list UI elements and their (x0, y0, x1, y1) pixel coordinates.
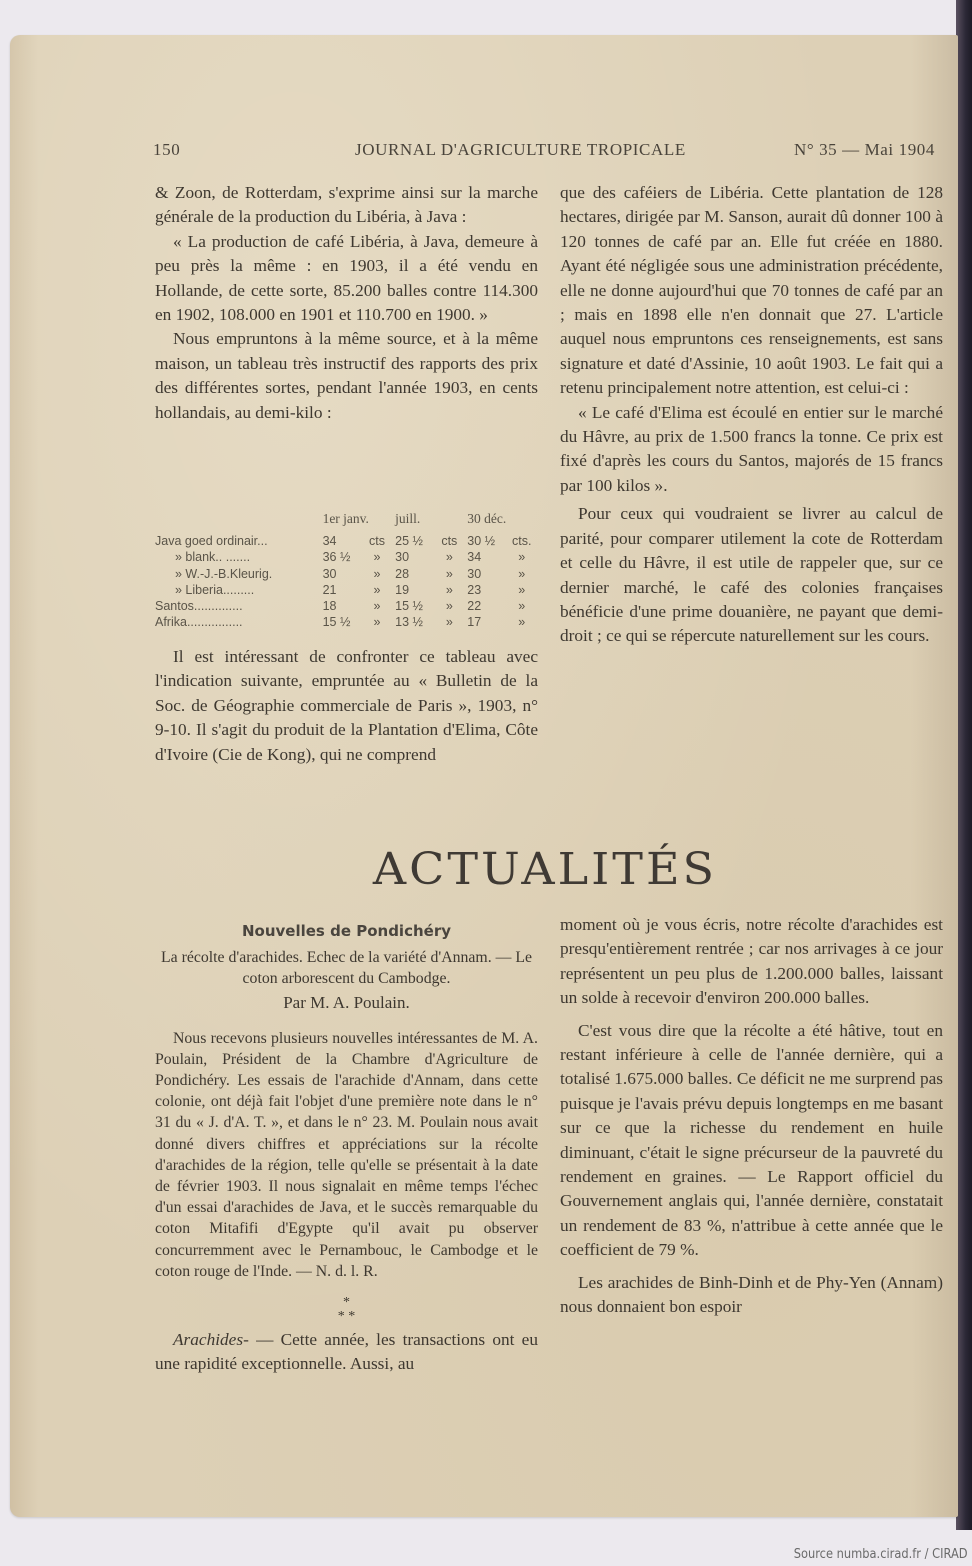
asterism-divider: * * * (337, 1295, 356, 1325)
table-row (155, 533, 540, 549)
cell-unit: » (373, 615, 381, 630)
cell-unit: » (373, 566, 381, 581)
table-header: juill. (395, 511, 421, 526)
issue-date: N° 35 — Mai 1904 (793, 140, 935, 159)
left-column-mid (155, 645, 538, 767)
row-label: » W.-J.-B.Kleurig. (175, 566, 273, 581)
cell-jan: 15 ½ (322, 615, 351, 630)
paragraph: Pour ceux qui voudraient se livrer au calcul de parité, pour comparer utilement la cote de Rotterdam et celle du Hâvre, il est utile de rappeler que, sur ce dernier marché, le café des colonies françaises bénéficie d'une prime douanière, ne payant que demi-droit ; ce qui se répercute naturellement sur les cours. (560, 504, 943, 646)
paragraph: Il est intéressant de confronter ce tableau avec l'indication suivante, empruntée au « Bulletin de la Soc. de Géographie commerciale de Paris », 1903, n° 9-10. Il s'agit du produit de la Plantation d'Elima, Côte d'Ivoire (Cie de Kong), qui ne comprend (155, 647, 538, 764)
cell-unit: » (445, 566, 453, 581)
cell-unit: » (373, 599, 381, 614)
table-header: 1er janv. (322, 511, 369, 526)
table-header-row (155, 511, 540, 533)
cell-unit: » (518, 566, 526, 581)
row-label: Santos.............. (155, 599, 243, 614)
cell-jan: 18 (322, 599, 337, 614)
article-intro: Nous recevons plusieurs nouvelles intéressantes de M. A. Poulain, Président de la Chambre d'Agriculture de Pondichéry. Les essais de l'arachide d'Annam, dans cette colonie, ont déjà fait l'objet d'une première note dans le n° 31 du « J. d'A. T. », et dans le n° 23. M. Poulain nous avait donné divers chiffres et appréciations sur la récolte d'arachides de la région, telle qu'elle se présentait à la date de février 1903. Il nous signalait en même temps l'échec d'un essai d'arachides de Java, et le succès remarquable du coton Mitafifi d'Egypte qu'il avait pu observer concurremment avec le Pernambouc, le Cambodge et le coton rouge de l'Inde. — N. d. l. R. (155, 1029, 538, 1280)
cell-unit: » (518, 582, 526, 597)
cell-jan: 30 (322, 566, 337, 581)
source-credit: Source numba.cirad.fr / CIRAD (794, 1547, 968, 1562)
cell-unit: cts (369, 534, 386, 549)
cell-jul: 15 ½ (395, 599, 423, 614)
table-header: 30 déc. (467, 511, 507, 526)
cell-unit: » (373, 550, 381, 565)
paragraph: C'est vous dire que la récolte a été hâtive, tout en restant inférieure à celle de l'année dernière, qui a totalisé 1.675.000 balles. Ce déficit ne me surprend pas puisque je l'avais prévu depuis longtemps en me basant sur ce que la richesse du rendement en huile diminuant, c'était le signe précurseur de la pauvreté du rendement en graines. — Le Rapport officiel du Gouvernement anglais qui, l'année dernière, constatait un rendement de 83 %, n'attribue à cette année que le coefficient de 79 %. (560, 1020, 943, 1260)
row-label: Java goed ordinair... (155, 534, 268, 549)
cell-unit: » (445, 582, 453, 597)
cell-unit: cts (441, 534, 458, 549)
cell-dec: 30 (467, 566, 482, 581)
cell-unit: cts. (512, 534, 532, 549)
cell-dec: 34 (467, 550, 482, 565)
cell-dec: 17 (467, 615, 482, 630)
quote-paragraph: « La production de café Libéria, à Java, demeure à peu près la même : en 1903, il a été vendu en Hollande, de cette sorte, 85.200 balles contre 114.300 en 1902, 108.000 en 1901 et 110.700 en 1900. » (155, 231, 538, 325)
cell-unit: » (518, 550, 526, 565)
paragraph: Nous empruntons à la même source, et à la même maison, un tableau très instructif des rapports des prix des différentes sortes, pendant l'année 1903, en cents hollandais, au demi-kilo : (155, 329, 538, 422)
article-byline: Par M. A. Poulain. (283, 993, 410, 1013)
row-label: » blank.. ....... (175, 550, 251, 565)
left-column-top (155, 181, 538, 425)
cell-jan: 34 (322, 534, 337, 549)
row-label: » Liberia......... (175, 582, 255, 597)
cell-dec: 23 (467, 582, 482, 597)
cell-unit: » (445, 550, 453, 565)
book-binding (956, 0, 972, 1530)
article-description: La récolte d'arachides. Echec de la variété d'Annam. — Le coton arborescent du Cambodge. (160, 949, 533, 988)
coffee-price-table (155, 511, 540, 630)
right-column-bottom (560, 913, 943, 1320)
paragraph: & Zoon, de Rotterdam, s'exprime ainsi sur la marche générale de la production du Libéria, à Java : (155, 183, 538, 227)
journal-title: JOURNAL D'AGRICULTURE TROPICALE (355, 140, 686, 159)
quote-paragraph: « Le café d'Elima est écoulé en entier sur le marché du Hâvre, au prix de 1.500 francs la tonne. Ce prix est fixé d'après les cours du Santos, majorés de 15 francs par 100 kilos ». (560, 402, 943, 495)
table-row (155, 598, 540, 614)
cell-unit: » (445, 615, 453, 630)
cell-jan: 36 ½ (322, 550, 351, 565)
table-row (155, 566, 540, 582)
article-title: Nouvelles de Pondichéry (241, 922, 451, 940)
run-in-heading: Arachides- (173, 1330, 249, 1350)
paragraph: moment où je vous écris, notre récolte d'arachides est presqu'entièrement rentrée ; car nos arrivages à ce jour représentent un peu plus de 1.200.000 balles, laissant un solde à recevoir d'environ 200.000 balles. (560, 915, 943, 1008)
cell-jul: 19 (395, 582, 410, 597)
cell-jan: 21 (322, 582, 337, 597)
table-header (155, 511, 323, 533)
row-label: Afrika................ (155, 615, 243, 630)
cell-unit: » (445, 599, 453, 614)
paragraph: Les arachides de Binh-Dinh et de Phy-Yen (Annam) nous donnaient bon espoir (560, 1272, 943, 1317)
cell-dec: 30 ½ (467, 534, 496, 549)
page-number: 150 (153, 140, 181, 159)
table-row (155, 614, 540, 630)
right-column-top (560, 181, 943, 649)
cell-unit: » (518, 599, 526, 614)
cell-jul: 28 (395, 566, 410, 581)
cell-unit: » (518, 615, 526, 630)
table-row (155, 582, 540, 598)
left-column-bottom (155, 920, 538, 1377)
paragraph: Arachides- — Cette année, les transactions ont eu une rapidité exceptionnelle. Aussi, au (155, 1330, 538, 1374)
section-title: ACTUALITÉS (372, 843, 718, 895)
table-row (155, 549, 540, 565)
cell-dec: 22 (467, 599, 482, 614)
cell-jul: 30 (395, 550, 410, 565)
cell-unit: » (373, 582, 381, 597)
cell-jul: 25 ½ (395, 534, 423, 549)
paragraph: que des caféiers de Libéria. Cette plantation de 128 hectares, dirigée par M. Sanson, aurait dû donner 100 à 120 tonnes de café par an. Elle fut créée en 1880. Ayant été négligée sous une administration précédente, elle ne donne aujourd'hui que 70 tonnes de café par an ; mais en 1898 elle n'en donnait que 27. L'article auquel nous empruntons ces renseignements, est sans signature et daté d'Assinie, 10 août 1903. Le fait qui a retenu principalement notre attention, est celui-ci : (560, 183, 943, 398)
cell-jul: 13 ½ (395, 615, 423, 630)
